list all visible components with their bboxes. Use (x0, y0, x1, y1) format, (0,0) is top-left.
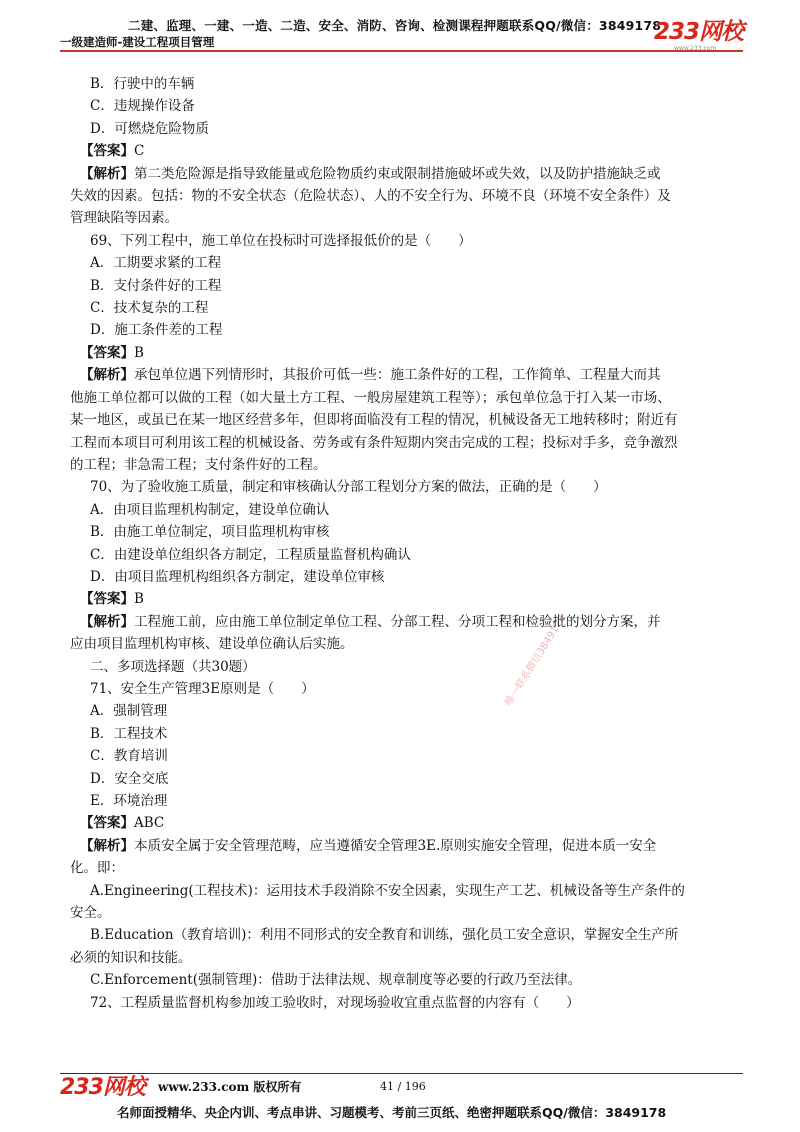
footer-logo[interactable]: 233网校 (60, 1075, 145, 1100)
explanation-text: C.Enforcement(强制管理)：借助于法律法规、规章制度等必要的行政乃至法律。 (90, 972, 582, 989)
option-d: D．安全交底 (90, 770, 169, 787)
answer-tag: 【答案】 (80, 815, 134, 832)
option-a: A．强制管理 (90, 703, 168, 720)
footer-promo: 名师面授精华、央企内训、考点串讲、习题模考、考前三页纸、绝密押题联系QQ/微信：3849178 (117, 1105, 667, 1120)
explanation-text: 应由项目监理机构审核、建设单位确认后实施。 (70, 636, 354, 653)
logo-url: www.233.com (674, 45, 717, 52)
explanation-text: 的工程；非急需工程；支付条件好的工程。 (70, 456, 327, 473)
logo-text: 233网校 (654, 19, 744, 45)
explanation-line (70, 163, 740, 185)
page-header (0, 0, 800, 60)
question-71: 71、安全生产管理3E原则是（ ） (90, 680, 315, 697)
answer-tag: 【答案】 (80, 143, 134, 160)
answer-value: B (134, 344, 144, 361)
option-c: C．教育培训 (90, 748, 168, 765)
answer-line (70, 588, 740, 610)
explanation-tag: 【解析】 (80, 165, 134, 182)
option-c: C．违规操作设备 (90, 98, 195, 115)
explanation-text: 他施工单位都可以做的工程（如大量土方工程、一般房屋建筑工程等）；承包单位急于打入某一市场、 (70, 389, 671, 406)
watermark: 唯一联系微信3849178 (503, 613, 569, 708)
option-c: C．由建设单位组织各方制定，工程质量监督机构确认 (90, 546, 411, 563)
option-d: D．由项目监理机构组织各方制定，建设单位审核 (90, 568, 385, 585)
header-contact-line: 二建、监理、一建、一造、二造、安全、消防、咨询、检测课程押题联系QQ/微信：3849178 (128, 18, 662, 33)
explanation-text: 承包单位遇下列情形时，其报价可低一些：施工条件好的工程，工作简单、工程量大而其 (134, 367, 661, 384)
option-b: B．工程技术 (90, 725, 168, 742)
explanation-text: A.Engineering(工程技术)：运用技术手段消除不安全因素，实现生产工艺、机械设备等生产条件的 (90, 882, 685, 899)
footer-copyright: www.233.com 版权所有 (158, 1080, 302, 1094)
option-e: E．环境治理 (90, 793, 168, 809)
explanation-text: 第二类危险源是指导致能量或危险物质约束或限制措施破坏或失效，以及防护措施缺乏或 (134, 165, 661, 182)
option-b: B．行驶中的车辆 (90, 76, 195, 92)
explanation-text: 失效的因素。包括：物的不安全状态（危险状态）、人的不安全行为、环境不良（环境不安全条件）及 (70, 188, 671, 205)
explanation-line (70, 611, 740, 633)
answer-line (70, 812, 740, 834)
option-c: C．技术复杂的工程 (90, 300, 209, 317)
explanation-tag: 【解析】 (80, 837, 134, 854)
answer-tag: 【答案】 (80, 344, 134, 361)
explanation-text: 工程施工前，应由施工单位制定单位工程、分部工程、分项工程和检验批的划分方案，并 (134, 613, 661, 630)
brand-logo[interactable] (654, 19, 744, 52)
answer-line (70, 140, 740, 162)
option-b: B．支付条件好的工程 (90, 277, 222, 294)
explanation-line (70, 835, 740, 857)
section-heading: 二、多项选择题（共30题） (90, 658, 256, 675)
explanation-tag: 【解析】 (80, 367, 134, 384)
explanation-text: 管理缺陷等因素。 (70, 210, 178, 227)
question-70: 70、为了验收施工质量，制定和审核确认分部工程划分方案的做法，正确的是（ ） (90, 479, 607, 496)
answer-value: ABC (134, 815, 165, 832)
explanation-line (70, 364, 740, 386)
explanation-text: 工程而本项目可利用该工程的机械设备、劳务或有条件短期内突击完成的工程；投标对手多，竞争激烈 (70, 434, 678, 451)
explanation-text: 本质安全属于安全管理范畴，应当遵循安全管理3E.原则实施安全管理，促进本质一安全 (134, 837, 657, 854)
option-a: A．由项目监理机构制定，建设单位确认 (90, 501, 330, 518)
question-69: 69、下列工程中，施工单位在投标时可选择报低价的是（ ） (90, 232, 472, 249)
answer-tag: 【答案】 (80, 591, 134, 608)
option-a: A．工期要求紧的工程 (90, 255, 222, 272)
document-subtitle: 一级建造师-建设工程项目管理 (60, 35, 215, 49)
explanation-text: 必须的知识和技能。 (70, 949, 192, 966)
explanation-text: 安全。 (70, 905, 111, 922)
option-b: B．由施工单位制定，项目监理机构审核 (90, 524, 330, 541)
explanation-text: 化。即： (70, 860, 124, 877)
header-divider (60, 50, 743, 52)
question-72: 72、工程质量监督机构参加竣工验收时，对现场验收宜重点监督的内容有（ ） (90, 994, 580, 1011)
footer-divider (60, 1073, 743, 1074)
answer-value: B (134, 591, 144, 608)
option-d: D．可燃烧危险物质 (90, 120, 209, 137)
answer-line (70, 342, 740, 364)
document-body (70, 73, 740, 1014)
option-d: D．施工条件差的工程 (90, 322, 223, 339)
explanation-text: 某一地区，或虽已在某一地区经营多年，但即将面临没有工程的情况，机械设备无工地转移时；附近有 (70, 412, 678, 429)
answer-value: C (134, 143, 145, 160)
page-number: 41 / 196 (380, 1080, 426, 1093)
explanation-tag: 【解析】 (80, 613, 134, 630)
explanation-text: B.Education（教育培训)：利用不同形式的安全教育和训练，强化员工安全意识，掌握安全生产所 (90, 927, 679, 944)
